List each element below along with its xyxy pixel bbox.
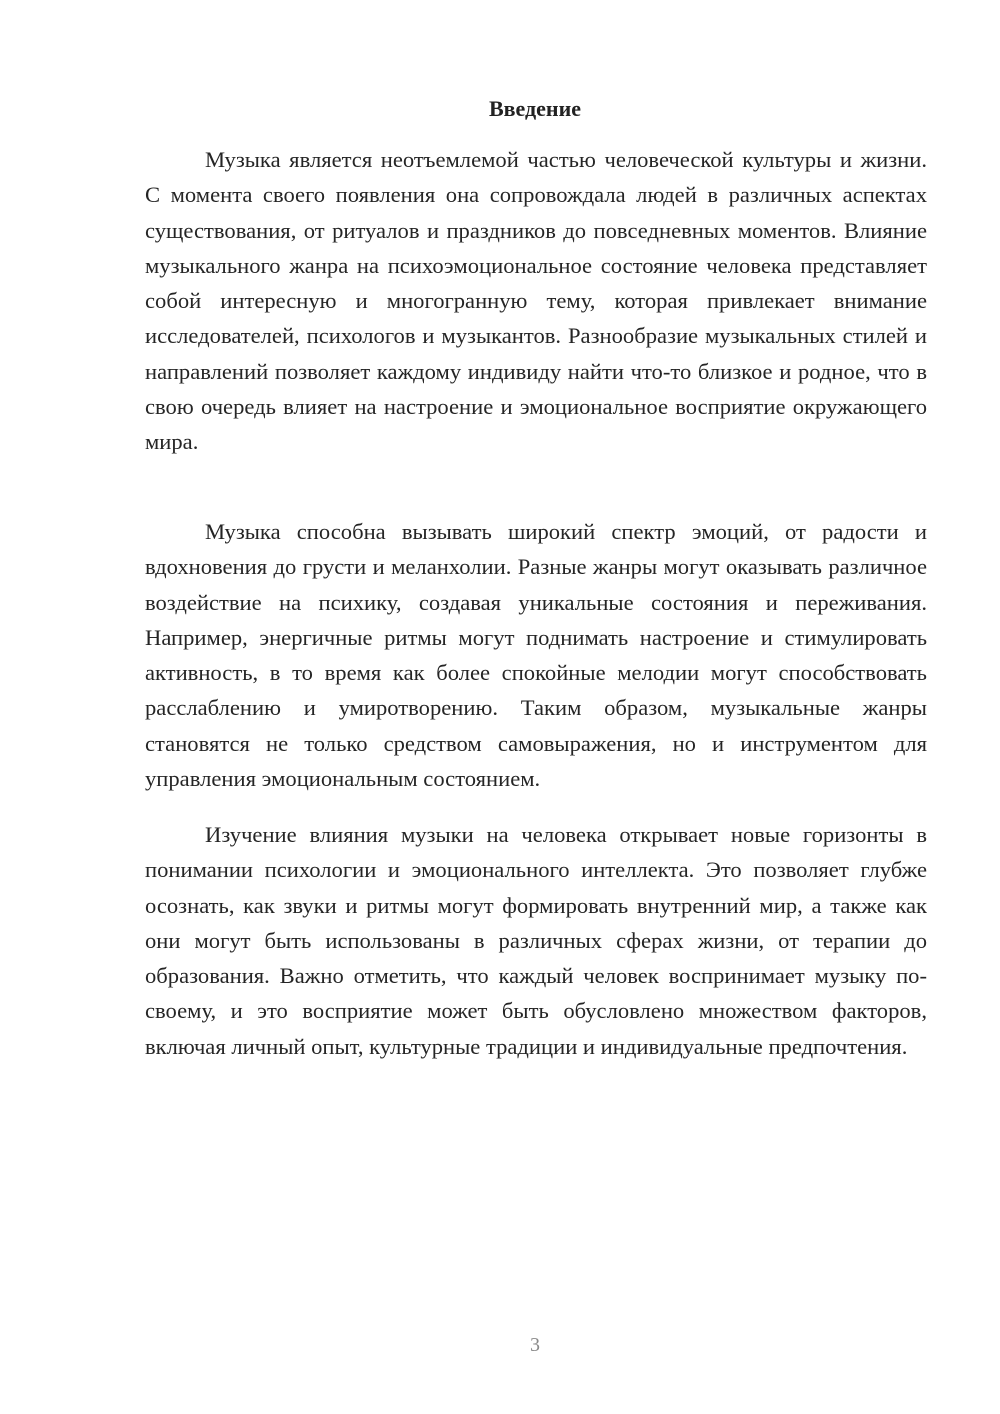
paragraph-intro: Музыка является неотъемлемой частью человеческой культуры и жизни. С момента своего появления она сопровождала людей в различных аспектах существования, от ритуалов и праздников до повседневных моментов. Влияние музыкального жанра на психоэмоциональное состояние человека представляет собой интересную и многогранную тему, которая привлекает внимание исследователей, психологов и музыкантов. Разнообразие музыкальных стилей и направлений позволяет каждому индивиду найти что-то близкое и родное, что в свою очередь влияет на настроение и эмоциональное восприятие окружающего мира. (145, 147, 927, 455)
paragraph-emotions: Музыка способна вызывать широкий спектр эмоций, от радости и вдохновения до грусти и меланхолии. Разные жанры могут оказывать различное воздействие на психику, создавая уникальные состояния и переживания. Например, энергичные ритмы могут поднимать настроение и стимулировать активность, в то время как более спокойные мелодии могут способствовать расслаблению и умиротворению. Таким образом, музыкальные жанры становятся не только средством самовыражения, но и инструментом для управления эмоциональным состоянием. (145, 519, 927, 792)
page-title: Введение (488, 96, 582, 121)
page-number: 3 (530, 1334, 540, 1356)
paragraph-research: Изучение влияния музыки на человека открывает новые горизонты в понимании психологии и эмоционального интеллекта. Это позволяет глубже осознать, как звуки и ритмы могут формировать внутренний мир, а также как они могут быть использованы в различных сферах жизни, от терапии до образования. Важно отметить, что каждый человек воспринимает музыку по-своему, и это восприятие может быть обусловлено множеством факторов, включая личный опыт, культурные традиции и индивидуальные предпочтения. (145, 822, 927, 1059)
